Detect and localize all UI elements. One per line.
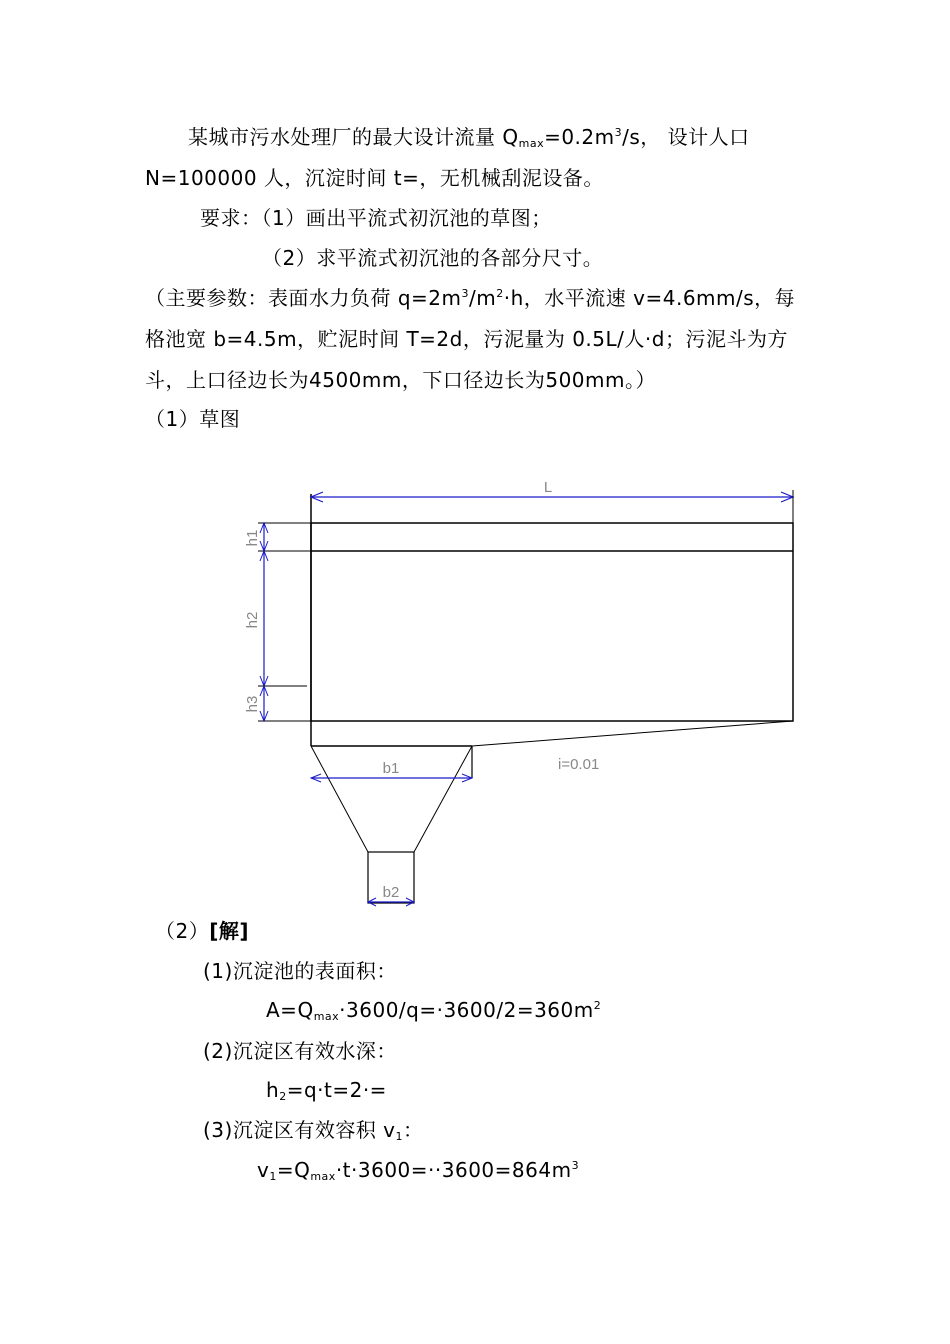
tank-body (311, 523, 793, 721)
hopper-left-side (311, 746, 368, 852)
section-2-title: （2）[解] (155, 919, 250, 943)
label-h3: h3 (244, 695, 261, 713)
label-L: L (543, 479, 553, 496)
step-3-formula: $v_1=Q_{max}\cdot t\cdot 3600=\cdot\cdot 3600=864m^3$ (257, 1158, 580, 1183)
label-b2: b2 (382, 884, 400, 901)
requirement-1: 要求：（1）画出平流式初沉池的草图； (200, 206, 552, 230)
step-2-formula: $h_2=q\cdot t=2\cdot=$ (266, 1078, 387, 1103)
step-2-title: (2)沉淀区有效水深： (203, 1039, 397, 1063)
label-b1: b1 (382, 760, 400, 777)
parameters-line-3: 斗，上口径边长为4500mm，下口径边长为500mm。） (145, 368, 657, 392)
label-slope: i=0.01 (558, 756, 600, 773)
hopper-right-side (414, 746, 472, 852)
step-3-title: (3)沉淀区有效容积 $v_1$： (203, 1118, 424, 1143)
step-1-title: (1)沉淀池的表面积： (203, 959, 397, 983)
step-1-formula: $A=Q_{max}\cdot 3600/q=\cdot 3600/2=360m^2$ (266, 998, 602, 1023)
parameters-line-1: （主要参数：表面水力负荷 $q=2m^3/m^2\cdot h$，水平流速 v=4.6mm/s，每 (145, 286, 796, 310)
label-h1: h1 (244, 529, 261, 547)
section-1-title: （1）草图 (145, 407, 241, 431)
label-h2: h2 (244, 611, 261, 629)
tank-bottom-slope (472, 721, 793, 746)
parameters-line-2: 格池宽 b=4.5m，贮泥时间 T=2d，污泥量为 0.5L/人·d；污泥斗为方 (145, 327, 788, 351)
problem-line-2: N=100000 人，沉淀时间 t=，无机械刮泥设备。 (145, 166, 604, 190)
requirement-2: （2）求平流式初沉池的各部分尺寸。 (262, 246, 604, 270)
problem-line-1: 某城市污水处理厂的最大设计流量 $Q_{max}=0.2m^3/s$， 设计人口 (188, 125, 750, 150)
